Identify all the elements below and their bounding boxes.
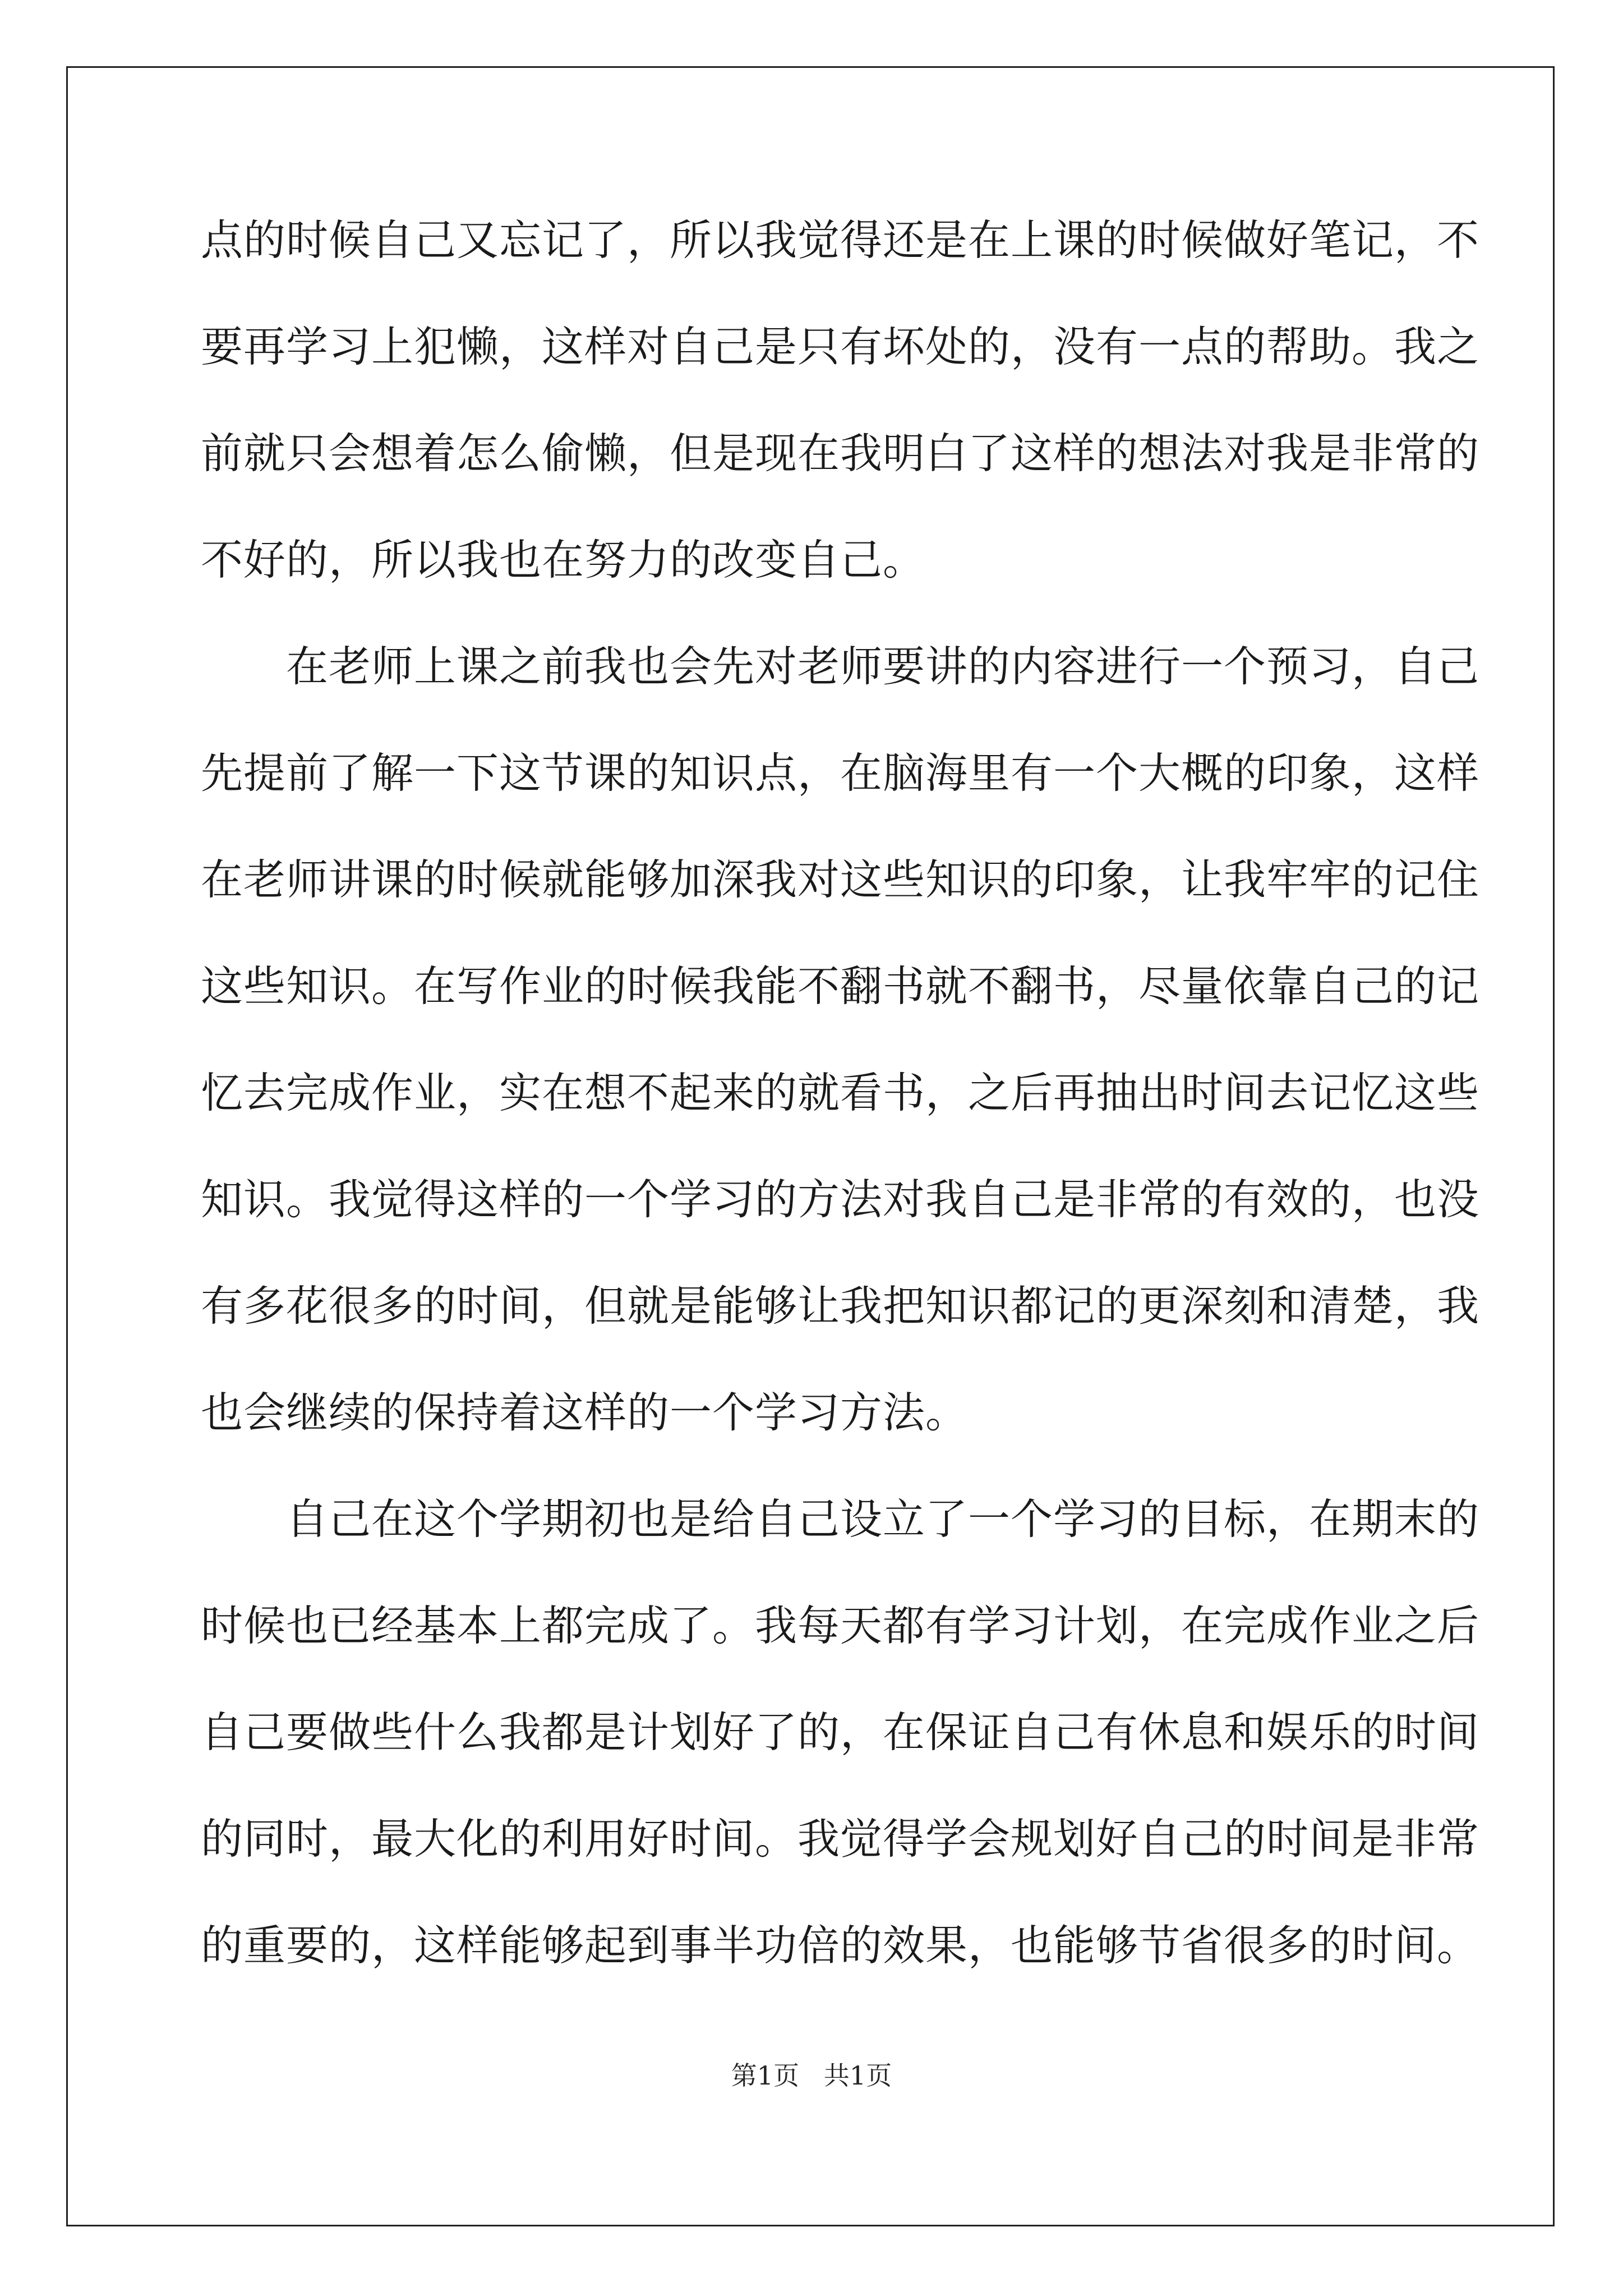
paragraph-2-line-3: 在老师讲课的时候就能够加深我对这些知识的印象，让我牢牢的记住 <box>201 855 1480 904</box>
paragraph-1-line-3: 前就只会想着怎么偷懒，但是现在我明白了这样的想法对我是非常的 <box>201 429 1480 478</box>
paragraph-2-line-8: 也会继续的保持着这样的一个学习方法。 <box>201 1388 969 1437</box>
paragraph-2-line-5: 忆去完成作业，实在想不起来的就看书，之后再抽出时间去记忆这些 <box>201 1068 1480 1117</box>
paragraph-1-line-4: 不好的，所以我也在努力的改变自己。 <box>201 535 926 585</box>
paragraph-3-line-1: 自己在这个学期初也是给自己设立了一个学习的目标，在期末的 <box>286 1494 1480 1544</box>
paragraph-1-line-1: 点的时候自己又忘记了，所以我觉得还是在上课的时候做好笔记，不 <box>201 215 1480 265</box>
paragraph-3-line-5: 的重要的，这样能够起到事半功倍的效果，也能够节省很多的时间。 <box>201 1921 1480 1970</box>
paragraph-2-line-7: 有多花很多的时间，但就是能够让我把知识都记的更深刻和清楚，我 <box>201 1281 1480 1331</box>
paragraph-1-line-2: 要再学习上犯懒，这样对自己是只有坏处的，没有一点的帮助。我之 <box>201 322 1480 371</box>
paragraph-3-line-4: 的同时，最大化的利用好时间。我觉得学会规划好自己的时间是非常 <box>201 1814 1480 1864</box>
paragraph-2-line-1: 在老师上课之前我也会先对老师要讲的内容进行一个预习，自己 <box>286 642 1480 691</box>
page-footer: 第1页 共1页 <box>731 2060 892 2091</box>
paragraph-2-line-2: 先提前了解一下这节课的知识点，在脑海里有一个大概的印象，这样 <box>201 748 1480 798</box>
paragraph-2-line-4: 这些知识。在写作业的时候我能不翻书就不翻书，尽量依靠自己的记 <box>201 961 1480 1011</box>
document-body <box>201 213 1480 2025</box>
paragraph-2-line-6: 知识。我觉得这样的一个学习的方法对我自己是非常的有效的，也没 <box>201 1175 1480 1224</box>
paragraph-3-line-3: 自己要做些什么我都是计划好了的，在保证自己有休息和娱乐的时间 <box>201 1708 1480 1757</box>
paragraph-3-line-2: 时候也已经基本上都完成了。我每天都有学习计划，在完成作业之后 <box>201 1601 1480 1650</box>
